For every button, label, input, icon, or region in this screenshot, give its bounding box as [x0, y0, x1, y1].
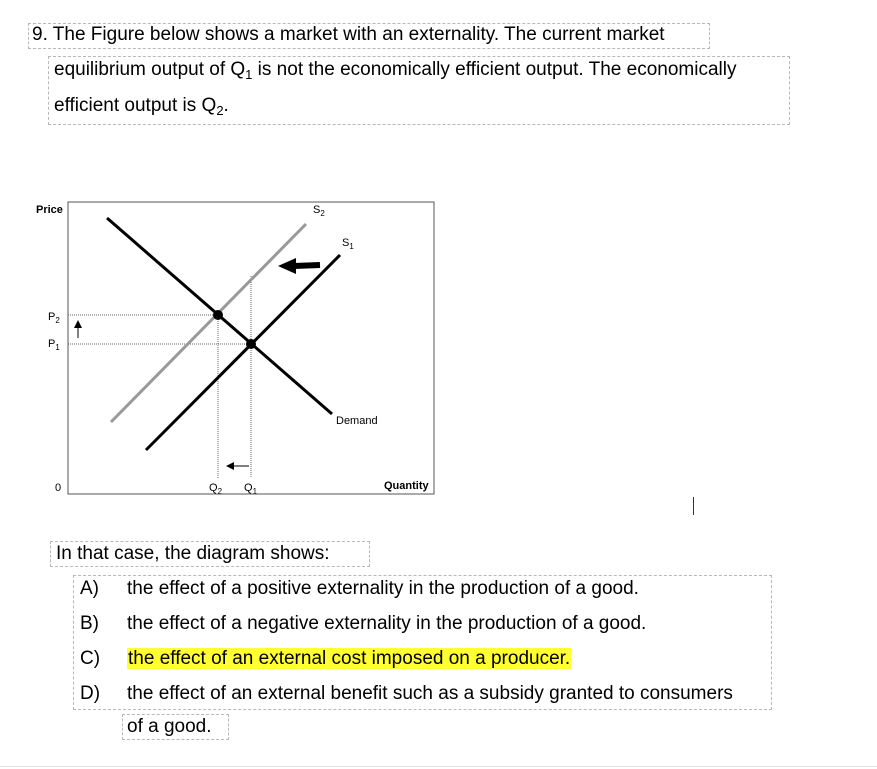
series-s1-line [146, 255, 340, 450]
bottom-rule [0, 766, 877, 767]
question-line1: 9. The Figure below shows a market with an externality. The current market [32, 24, 665, 45]
x-axis-label: Quantity [384, 480, 429, 492]
series-demand-label: Demand [336, 415, 378, 427]
quantity-tick-q1: $Q_1$ [244, 482, 258, 496]
option-d-text[interactable]: the effect of an external benefit such as a subsidy granted to consumers [127, 683, 733, 704]
price-tick-p2: $P_2$ [48, 311, 60, 325]
question-line3: efficient output is $Q_2$. [54, 95, 229, 118]
series-s1-label: $S_1$ [342, 237, 354, 251]
option-a-letter[interactable]: A) [80, 578, 99, 599]
supply-shift-arrow-shaft [294, 265, 320, 266]
option-b-text[interactable]: the effect of a negative externality in the production of a good. [127, 613, 647, 634]
option-c-text[interactable] [127, 648, 571, 670]
equilibrium-q2-p2 [213, 310, 223, 320]
question-line2: equilibrium output of $Q_1$ is not the economically efficient output. The economically [54, 59, 737, 82]
origin-label: 0 [55, 482, 62, 494]
series-s2-label: $S_2$ [313, 204, 325, 218]
supply-shift-arrow-head [278, 258, 296, 274]
option-c-letter[interactable]: C) [80, 648, 101, 669]
series-s2-line [111, 224, 306, 422]
option-b-letter[interactable]: B) [80, 613, 99, 634]
option-c-highlight: the effect of an external cost imposed on a producer. [128, 648, 571, 669]
option-d-continuation[interactable]: of a good. [127, 716, 212, 737]
option-a-text[interactable]: the effect of a positive externality in the production of a good. [127, 578, 639, 599]
prompt-text: In that case, the diagram shows: [56, 543, 330, 564]
y-axis-label: Price [36, 204, 63, 216]
quantity-tick-q2: $Q_2$ [209, 482, 223, 496]
option-d-letter[interactable]: D) [80, 683, 101, 704]
price-tick-p1: $P_1$ [48, 338, 60, 352]
text-cursor [693, 497, 694, 515]
equilibrium-q1-p1 [246, 339, 256, 349]
